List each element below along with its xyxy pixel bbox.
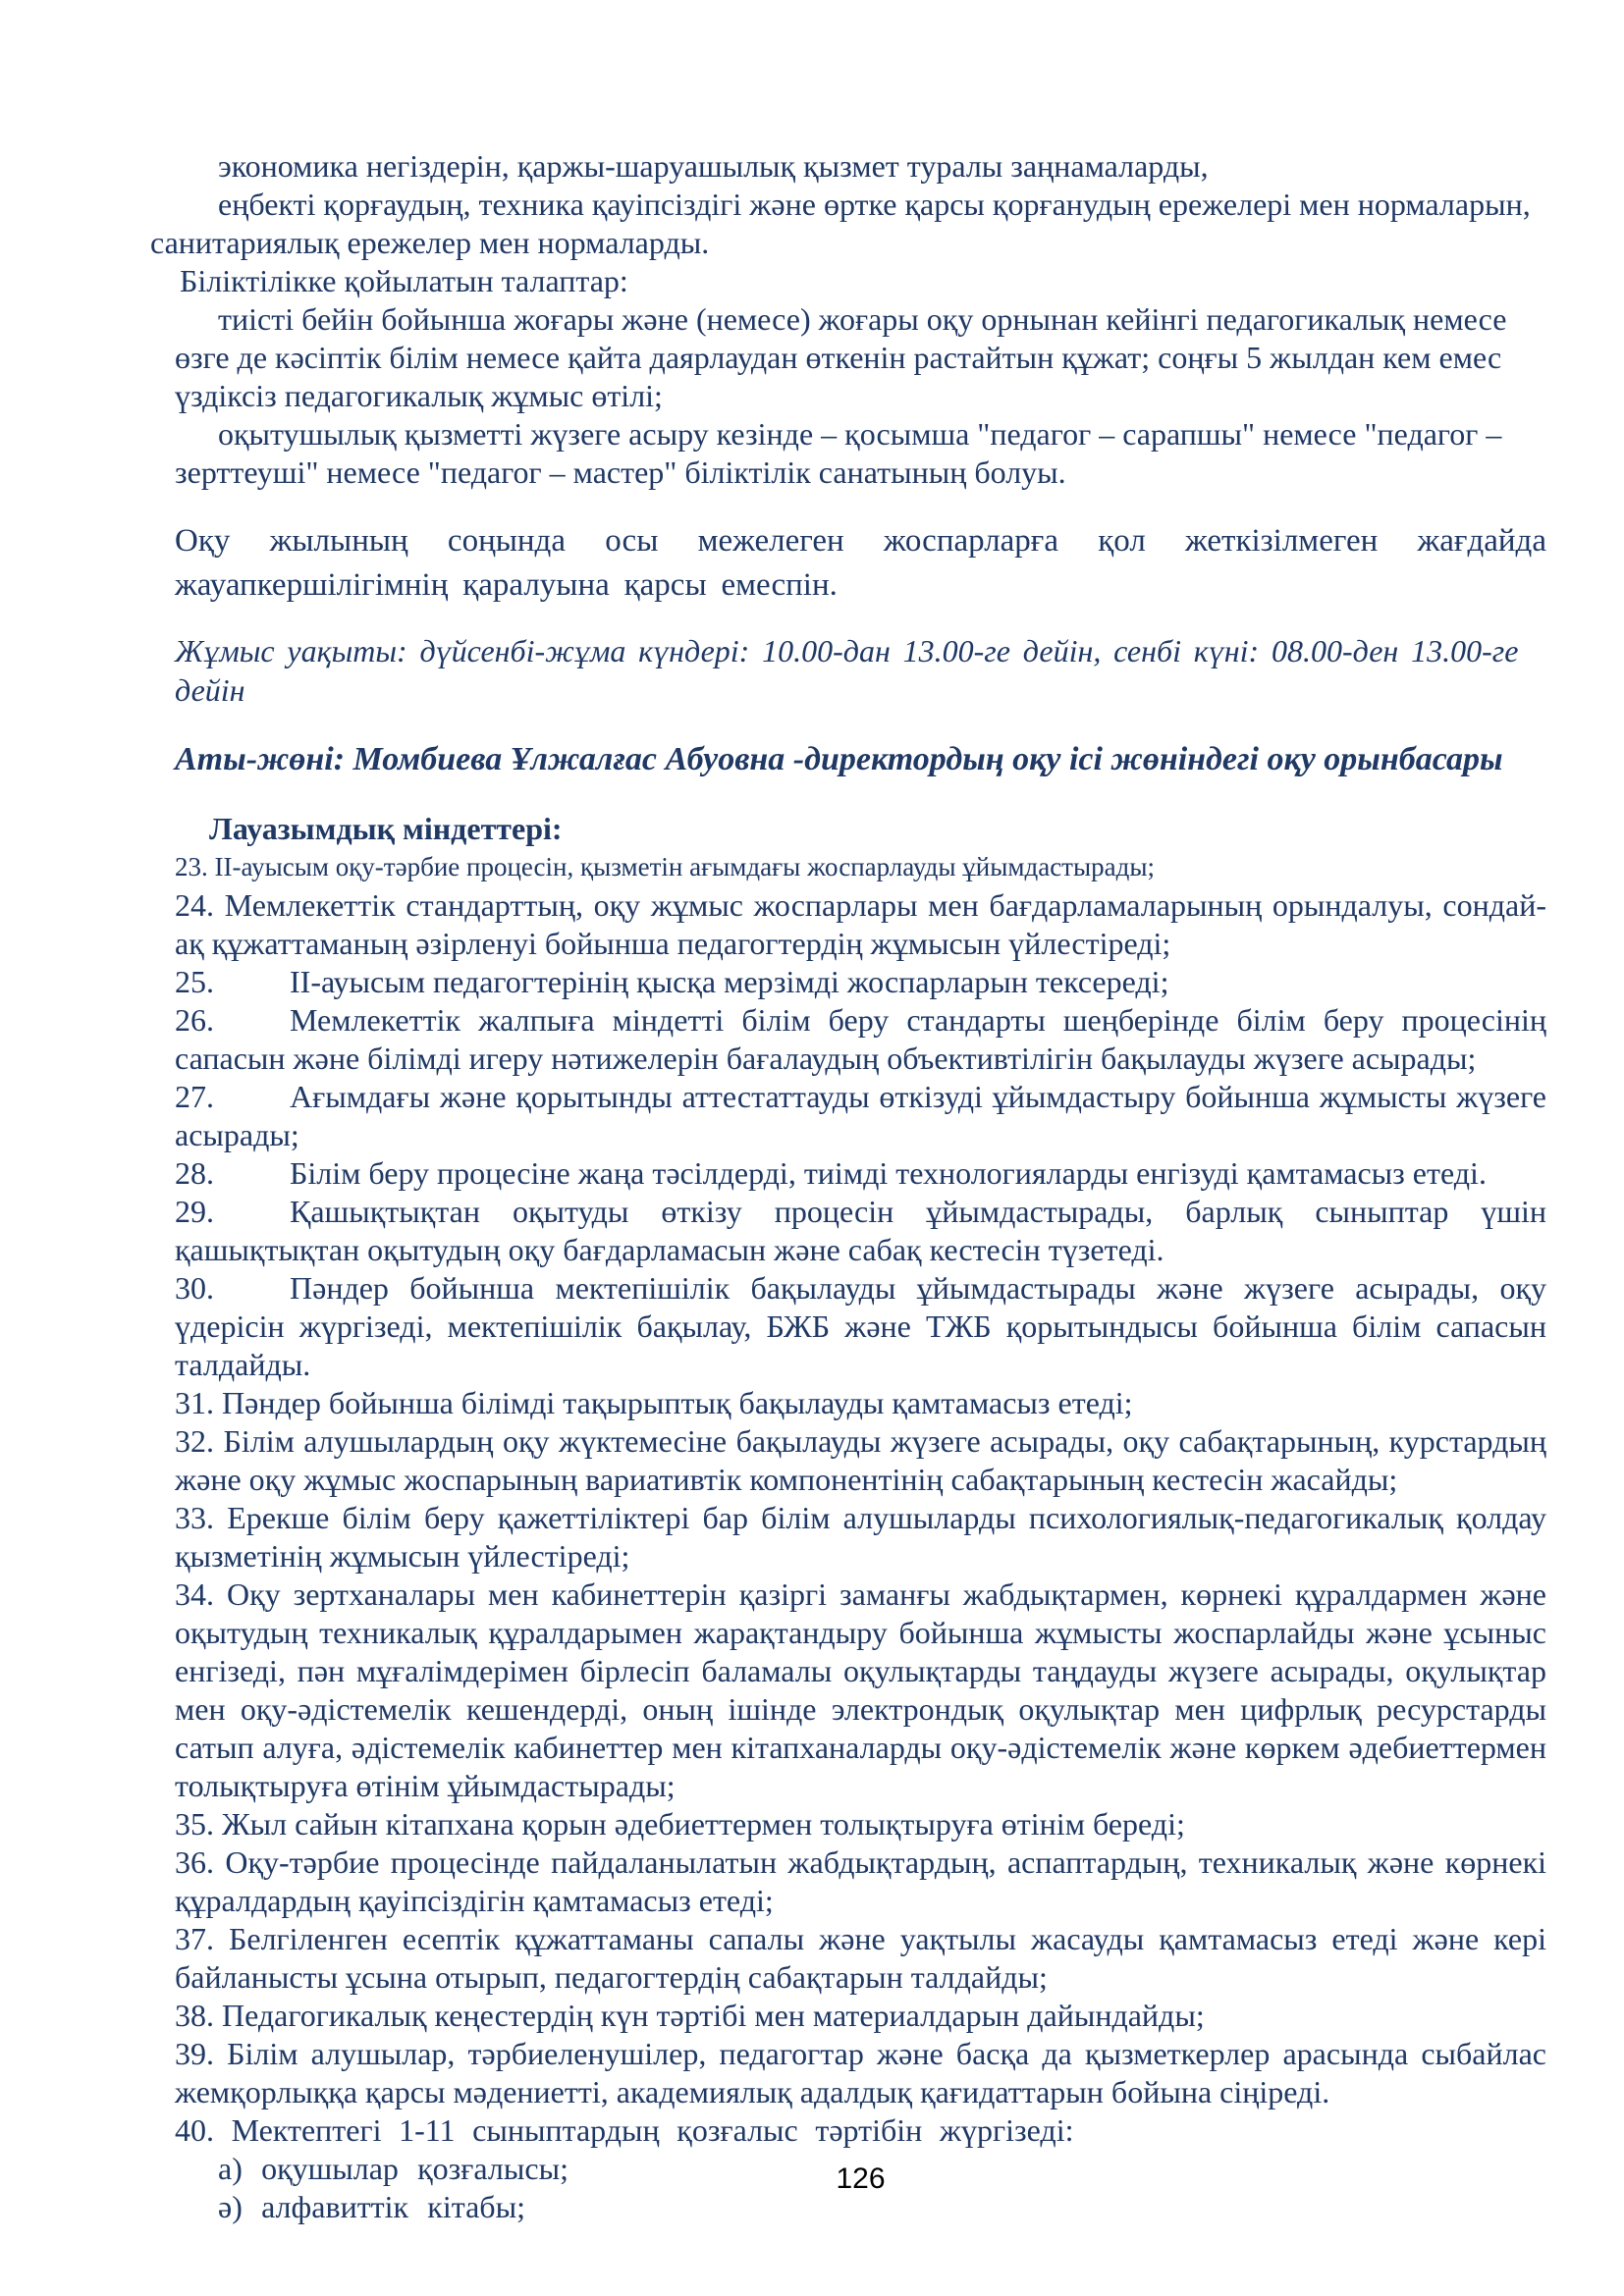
sub-item-letter: ә) xyxy=(218,2189,243,2224)
duty-item xyxy=(175,1384,1546,1422)
duty-number: 27. xyxy=(175,1079,214,1114)
duty-text: Мемлекеттік жалпыға міндетті білім беру стандарты шеңберінде білім беру процесінің сапасын және білімді игеру нәтижелерін бағалаудың объективтілігін бақылауды жүзеге асырады; xyxy=(175,1002,1546,1076)
duty-text: Білім алушылардың оқу жүктемесіне бақылауды жүзеге асырады, оқу сабақтарының, курстардың және оқу жұмыс жоспарының вариативтік компонентінің сабақтарының кестесін жасайды; xyxy=(175,1423,1547,1497)
duty-item xyxy=(175,1843,1546,1920)
duty-text: Оқу зертханалары мен кабинеттерін қазіргі заманғы жабдықтармен, көрнекі құралдармен және оқытудың техникалық құралдарымен жарақтандыру бойынша жұмысты жоспарлайды және ұсыныс енгізеді, пән мұғалімдерімен бірлесіп баламалы оқулықтарды таңдауды жүзеге асырады, оқулықтар мен оқу-әдістемелік кешендерді, оның ішінде электрондық оқулықтар мен цифрлық ресурстарды сатып алуға, әдістемелік кабинеттер мен кітапханаларды оқу-әдістемелік және көркем әдебиеттермен толықтыруға өтінім ұйымдастырады; xyxy=(175,1576,1547,1803)
duty-text: Мемлекеттік стандарттың, оқу жұмыс жоспарлары мен бағдарламаларының орындалуы, сондай-ақ құжаттаманың әзірленуі бойынша педагогтердің жұмысын үйлестіреді; xyxy=(175,887,1547,961)
duty-text: Жыл сайын кітапхана қорын әдебиеттермен толықтыруға өтінім береді; xyxy=(222,1806,1185,1842)
duty-item xyxy=(175,1269,1546,1384)
page-number: 126 xyxy=(836,2163,886,2195)
duty-number: 24. xyxy=(175,887,214,923)
duty-text: Белгіленген есептік құжаттаманы сапалы және уақтылы жасауды қамтамасыз етеді және кері байланысты ұсына отырып, педагогтердің сабақтарын талдайды; xyxy=(175,1921,1547,1995)
duty-item xyxy=(175,1193,1546,1269)
qualification-paragraph: тиісті бейін бойынша жоғары және (немесе) жоғары оқу орнынан кейінгі педагогикалық немесе өзге де кәсіптік білім немесе қайта даярлаудан өткенін растайтын құжат; соңғы 5 жылдан кем емес үздіксіз педагогикалық жұмыс өтілі; xyxy=(175,301,1507,413)
duty-item xyxy=(175,963,1546,1001)
profile-name-heading: Аты-жөні: Момбиева Ұлжалғас Абуовна -директордың оқу ісі жөніндегі оқу орынбасары xyxy=(175,741,1503,777)
duty-number: 40. xyxy=(175,2112,214,2148)
duty-text: Педагогикалық кеңестердің күн тәртібі мен материалдарын дайындайды; xyxy=(222,1998,1205,2033)
duty-item xyxy=(175,1422,1546,1499)
duty-item xyxy=(175,1499,1546,1575)
qualification-requirements-label: Біліктілікке қойылатын талаптар: xyxy=(180,263,628,298)
sub-item-letter: а) xyxy=(218,2151,243,2186)
duty-number: 34. xyxy=(175,1576,214,1612)
duty-number: 30. xyxy=(175,1270,214,1306)
duty-item xyxy=(175,1997,1546,2035)
qualification-paragraph: оқытушылық қызметті жүзеге асыру кезінде – қосымша "педагог – сарапшы" немесе "педагог – зерттеуші" немесе "педагог – мастер" біліктілік санатының болуы. xyxy=(175,416,1502,490)
qualification-paragraph: еңбекті қорғаудың, техника қауіпсіздігі және өртке қарсы қорғанудың ережелері мен нормаларын, санитариялық ережелер мен нормаларды. xyxy=(150,187,1531,260)
duty-text: Білім беру процесіне жаңа тәсілдерді, тиімді технологияларды енгізуді қамтамасыз етеді. xyxy=(290,1155,1487,1191)
duty-number: 36. xyxy=(175,1844,214,1880)
duty-item xyxy=(175,2111,1546,2150)
responsibility-statement: Оқу жылының соңында осы межелеген жоспарларға қол жеткізілмеген жағдайда жауапкершілігімнің қаралуына қарсы емеспін. xyxy=(175,523,1546,603)
duty-item xyxy=(175,1805,1546,1843)
duty-item xyxy=(175,2035,1546,2111)
qualification-paragraph: экономика негіздерін, қаржы-шаруашылық қызмет туралы заңнамаларды, xyxy=(218,148,1209,184)
duty-number: 37. xyxy=(175,1921,214,1956)
duty-item xyxy=(175,848,1546,886)
duties-list xyxy=(175,848,1546,2226)
duty-number: 32. xyxy=(175,1423,214,1459)
duty-number: 26. xyxy=(175,1002,214,1038)
duty-number: 23. xyxy=(175,852,208,881)
duty-item xyxy=(175,1575,1546,1805)
duty-text: Мектептегі 1-11 сыныптардың қозғалыс тәртібін жүргізеді: xyxy=(231,2112,1074,2148)
duty-text: Қашықтықтан оқытуды өткізу процесін ұйымдастырады, барлық сыныптар үшін қашықтықтан оқытудың оқу бағдарламасын және сабақ кестесін түзетеді. xyxy=(175,1194,1546,1267)
duties-title: Лауазымдық міндеттері: xyxy=(209,811,563,846)
duty-text: II-ауысым оқу-тәрбие процесін, қызметін ағымдағы жоспарлауды ұйымдастырады; xyxy=(214,852,1155,881)
duty-text: Ағымдағы және қорытынды аттестаттауды өткізуді ұйымдастыру бойынша жұмысты жүзеге асырады; xyxy=(175,1079,1546,1152)
duty-number: 25. xyxy=(175,964,214,999)
duty-item xyxy=(175,1001,1546,1078)
duty-text: Пәндер бойынша мектепішілік бақылауды ұйымдастырады және жүзеге асырады, оқу үдерісін жүргізеді, мектепішілік бақылау, БЖБ және ТЖБ қорытындысы бойынша білім сапасын талдайды. xyxy=(175,1270,1546,1382)
duty-text: II-ауысым педагогтерінің қысқа мерзімді жоспарларын тексереді; xyxy=(290,964,1169,999)
duty-item xyxy=(175,1078,1546,1154)
duty-text: Ерекше білім беру қажеттіліктері бар білім алушыларды психологиялық-педагогикалық қолдау қызметінің жұмысын үйлестіреді; xyxy=(175,1500,1547,1574)
duty-text: Білім алушылар, тәрбиеленушілер, педагогтар және басқа да қызметкерлер арасында сыбайлас жемқорлыққа қарсы мәдениетті, академиялық адалдық қағидаттарын бойына сіңіреді. xyxy=(175,2036,1547,2109)
duty-text: Оқу-тәрбие процесінде пайдаланылатын жабдықтардың, аспаптардың, техникалық және көрнекі құралдардың қауіпсіздігін қамтамасыз етеді; xyxy=(175,1844,1546,1918)
duty-number: 28. xyxy=(175,1155,214,1191)
qualification-section xyxy=(150,147,1546,492)
duty-number: 39. xyxy=(175,2036,214,2071)
duty-number: 35. xyxy=(175,1806,214,1842)
duty-item xyxy=(175,1920,1546,1997)
sub-item-text: оқушылар қозғалысы; xyxy=(261,2151,568,2186)
duty-number: 38. xyxy=(175,1998,214,2033)
work-hours-line: Жұмыс уақыты: дүйсенбі-жұма күндері: 10.00-дан 13.00-ге дейін, сенбі күні: 08.00-ден 13.00-ге дейін xyxy=(175,633,1519,708)
duty-item xyxy=(175,886,1546,963)
duty-number: 29. xyxy=(175,1194,214,1229)
sub-item-text: алфавиттік кітабы; xyxy=(261,2189,525,2224)
duty-number: 31. xyxy=(175,1385,214,1420)
duty-number: 33. xyxy=(175,1500,214,1535)
duty-item xyxy=(175,1154,1546,1193)
duty-text: Пәндер бойынша білімді тақырыптық бақылауды қамтамасыз етеді; xyxy=(222,1385,1133,1420)
